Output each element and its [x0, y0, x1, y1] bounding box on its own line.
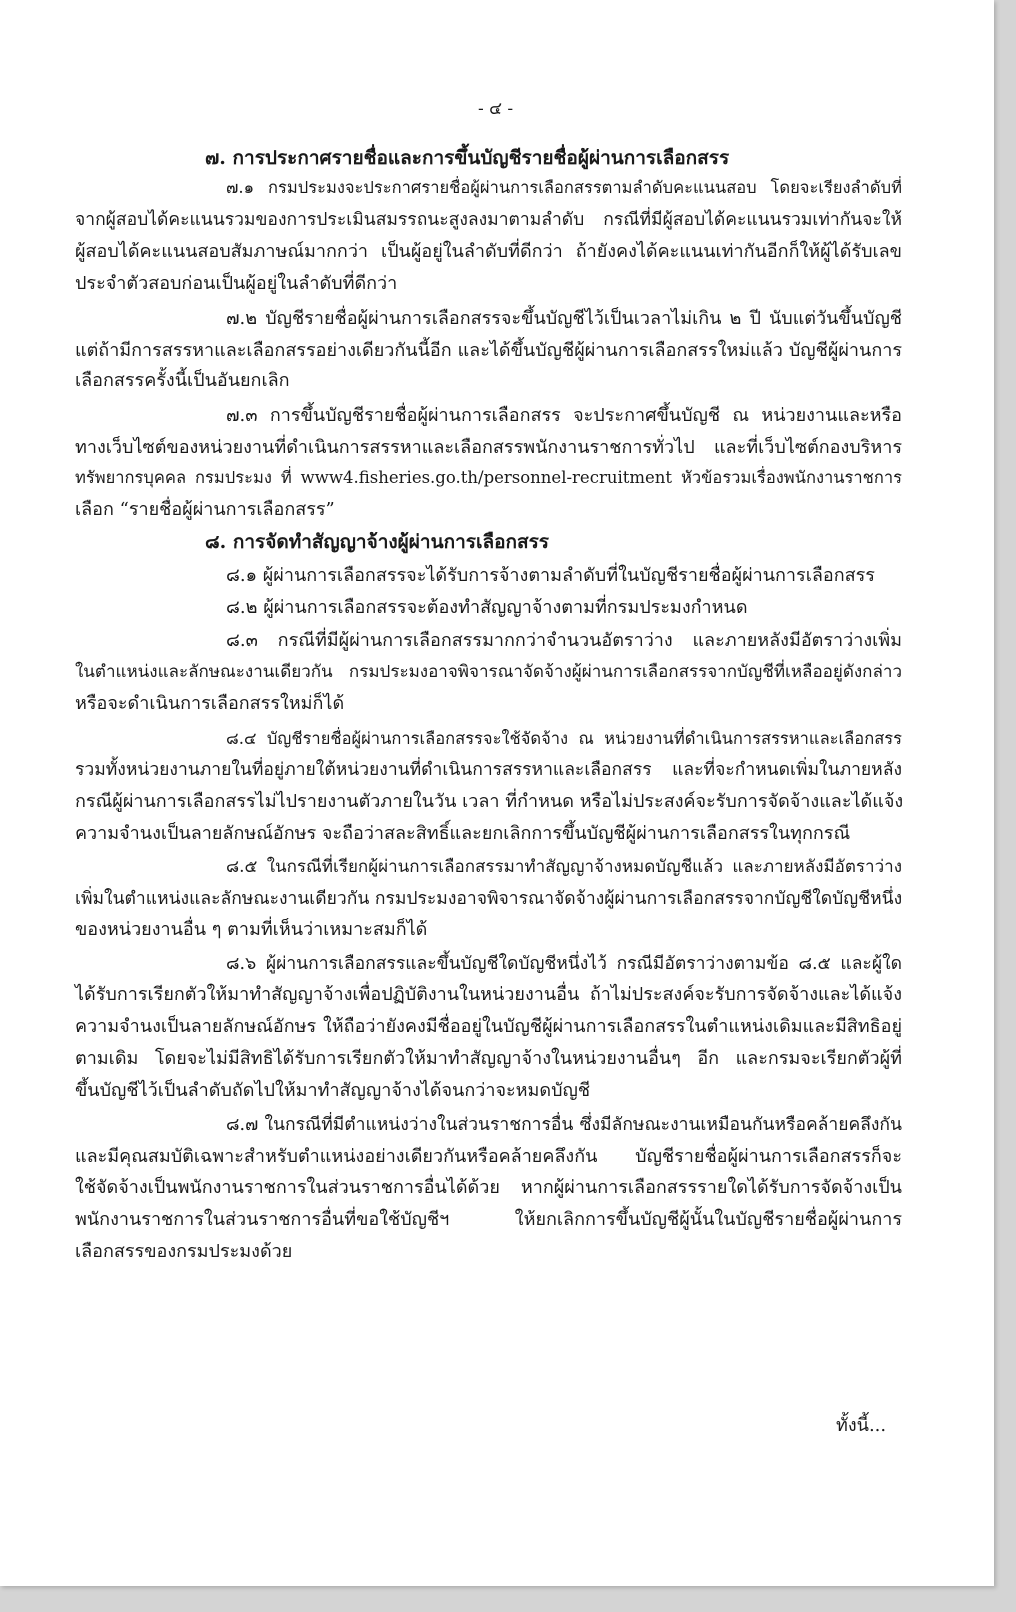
section-7-1-line: ผู้สอบได้คะแนนสอบสัมภาษณ์มากกว่า เป็นผู้อยู่ในลำดับที่ดีกว่า ถ้ายังคงได้คะแนนเท่ากันอีกก็ให้ผู้ได้รับเลข — [75, 241, 902, 262]
section-8-3-line: หรือจะดำเนินการเลือกสรรใหม่ก็ได้ — [75, 693, 345, 714]
section-7-1-line: ประจำตัวสอบก่อนเป็นผู้อยู่ในลำดับที่ดีกว่า — [75, 273, 398, 294]
section-7-3-line: ทางเว็บไซต์ของหน่วยงานที่ดำเนินการสรรหาและเลือกสรรพนักงานราชการทั่วไป และที่เว็บไซต์กองบริหาร — [75, 437, 902, 458]
section-8-3-line: ในตำแหน่งและลักษณะงานเดียวกัน กรมประมงอาจพิจารณาจัดจ้างผู้ผ่านการเลือกสรรจากบัญชีที่เหลืออยู่ดังกล่าว — [75, 662, 902, 682]
section-7-2-line: แต่ถ้ามีการสรรหาและเลือกสรรอย่างเดียวกันนี้อีก และได้ขึ้นบัญชีผู้ผ่านการเลือกสรรใหม่แล้ว บัญชีผู้ผ่านการ — [75, 340, 902, 361]
section-7-heading: ๗. การประกาศรายชื่อและการขึ้นบัญชีรายชื่อผู้ผ่านการเลือกสรร — [205, 147, 730, 169]
section-8-5-line: ของหน่วยงานอื่น ๆ ตามที่เห็นว่าเหมาะสมก็ได้ — [75, 919, 428, 940]
section-8-7-line: ๘.๗ ในกรณีที่มีตำแหน่งว่างในส่วนราชการอื่น ซึ่งมีลักษณะงานเหมือนกันหรือคล้ายคลึงกัน — [226, 1115, 902, 1135]
section-7-3-line: ทรัพยากรบุคคล กรมประมง ที่ www4.fisheries.go.th/personnel-recruitment หัวข้อรวมเรื่องพนักงานราชการ — [75, 468, 902, 487]
section-8-4-line: ๘.๔ บัญชีรายชื่อผู้ผ่านการเลือกสรรจะใช้จัดจ้าง ณ หน่วยงานที่ดำเนินการสรรหาและเลือกสรร — [226, 729, 902, 748]
section-8-4-line: รวมทั้งหน่วยงานภายในที่อยู่ภายใต้หน่วยงานที่ดำเนินการสรรหาและเลือกสรร และที่จะกำหนดเพิ่มในภายหลัง — [75, 760, 902, 780]
section-8-2-line: ๘.๒ ผู้ผ่านการเลือกสรรจะต้องทำสัญญาจ้างตามที่กรมประมงกำหนด — [226, 597, 748, 618]
section-7-1-line: จากผู้สอบได้คะแนนรวมของการประเมินสมรรถนะสูงลงมาตามลำดับ กรณีที่มีผู้สอบได้คะแนนรวมเท่ากันจะให้ — [75, 210, 902, 230]
section-8-4-line: ความจำนงเป็นลายลักษณ์อักษร จะถือว่าสละสิทธิ์และยกเลิกการขึ้นบัญชีผู้ผ่านการเลือกสรรในทุกกรณี — [75, 823, 851, 844]
section-7-2-line: ๗.๒ บัญชีรายชื่อผู้ผ่านการเลือกสรรจะขึ้นบัญชีไว้เป็นเวลาไม่เกิน ๒ ปี นับแต่วันขึ้นบัญชี — [226, 308, 902, 329]
continuation-text: ทั้งนี้... — [836, 1415, 887, 1436]
section-7-1-line: ๗.๑ กรมประมงจะประกาศรายชื่อผู้ผ่านการเลือกสรรตามลำดับคะแนนสอบ โดยจะเรียงลำดับที่ — [226, 178, 902, 197]
section-8-6-line: ความจำนงเป็นลายลักษณ์อักษร ให้ถือว่ายังคงมีชื่ออยู่ในบัญชีผู้ผ่านการเลือกสรรในตำแหน่งเดิมและมีสิทธิอยู่ — [75, 1016, 902, 1037]
section-7-2-line: เลือกสรรครั้งนี้เป็นอันยกเลิก — [75, 370, 290, 391]
section-7-3-line: เลือก “รายชื่อผู้ผ่านการเลือกสรร” — [75, 499, 335, 520]
section-8-7-line: และมีคุณสมบัติเฉพาะสำหรับตำแหน่งอย่างเดียวกันหรือคล้ายคลึงกัน บัญชีรายชื่อผู้ผ่านการเลือกสรรก็จะ — [75, 1146, 902, 1167]
section-8-6-line: ๘.๖ ผู้ผ่านการเลือกสรรและขึ้นบัญชีใดบัญชีหนึ่งไว้ กรณีมีอัตราว่างตามข้อ ๘.๕ และผู้ใด — [226, 954, 902, 974]
section-8-6-line: ตามเดิม โดยจะไม่มีสิทธิได้รับการเรียกตัวให้มาทำสัญญาจ้างในหน่วยงานอื่นๆ อีก และกรมจะเรียกตัวผู้ที่ — [75, 1048, 902, 1069]
section-8-3-line: ๘.๓ กรณีที่มีผู้ผ่านการเลือกสรรมากกว่าจำนวนอัตราว่าง และภายหลังมีอัตราว่างเพิ่ม — [226, 630, 902, 651]
section-8-4-line: กรณีผู้ผ่านการเลือกสรรไม่ไปรายงานตัวภายในวัน เวลา ที่กำหนด หรือไม่ประสงค์จะรับการจัดจ้างและได้แจ้ง — [75, 791, 904, 812]
page-number: - ๔ - — [478, 99, 514, 119]
section-8-7-line: พนักงานราชการในส่วนราชการอื่นที่ขอใช้บัญชีฯ ให้ยกเลิกการขึ้นบัญชีผู้นั้นในบัญชีรายชื่อผู้ผ่านการ — [75, 1209, 902, 1230]
section-8-7-line: ใช้จัดจ้างเป็นพนักงานราชการในส่วนราชการอื่นได้ด้วย หากผู้ผ่านการเลือกสรรรายใดได้รับการจัดจ้างเป็น — [75, 1177, 902, 1198]
section-8-6-line: ขึ้นบัญชีไว้เป็นลำดับถัดไปให้มาทำสัญญาจ้างได้จนกว่าจะหมดบัญชี — [75, 1080, 591, 1101]
section-7-3-line: ๗.๓ การขึ้นบัญชีรายชื่อผู้ผ่านการเลือกสรร จะประกาศขึ้นบัญชี ณ หน่วยงานและหรือ — [226, 405, 902, 426]
section-8-6-line: ได้รับการเรียกตัวให้มาทำสัญญาจ้างเพื่อปฏิบัติงานในหน่วยงานอื่น ถ้าไม่ประสงค์จะรับการจัดจ้างและได้แจ้ง — [75, 984, 902, 1005]
section-8-heading: ๘. การจัดทำสัญญาจ้างผู้ผ่านการเลือกสรร — [205, 531, 550, 553]
section-8-5-line: ๘.๕ ในกรณีที่เรียกผู้ผ่านการเลือกสรรมาทำสัญญาจ้างหมดบัญชีแล้ว และภายหลังมีอัตราว่าง — [226, 857, 902, 877]
section-8-7-line: เลือกสรรของกรมประมงด้วย — [75, 1241, 293, 1262]
section-8-1-line: ๘.๑ ผู้ผ่านการเลือกสรรจะได้รับการจ้างตามลำดับที่ในบัญชีรายชื่อผู้ผ่านการเลือกสรร — [226, 565, 875, 586]
section-8-5-line: เพิ่มในตำแหน่งและลักษณะงานเดียวกัน กรมประมงอาจพิจารณาจัดจ้างผู้ผ่านการเลือกสรรจากบัญชีใดบัญชีหนึ่ง — [75, 889, 903, 909]
